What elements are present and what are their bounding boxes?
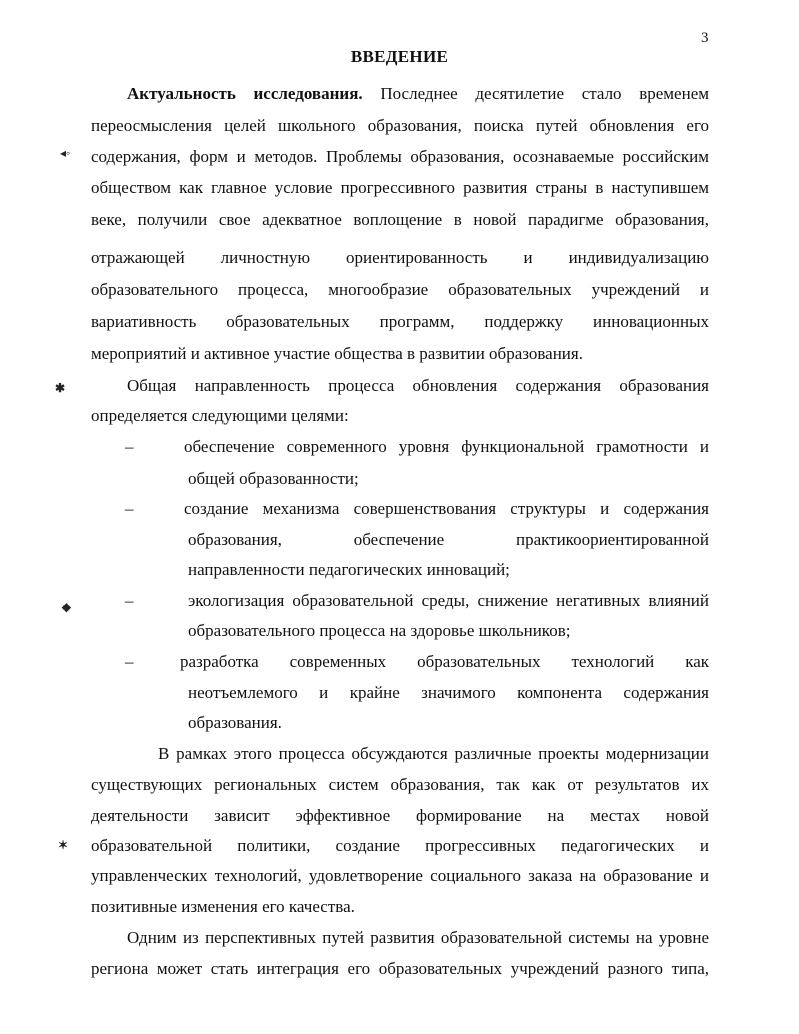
paragraph-line: В рамках этого процесса обсуждаются различные проекты модернизации: [158, 744, 709, 763]
list-item: общей образованности;: [188, 469, 359, 488]
paragraph-line: Общая направленность процесса обновления содержания образования: [127, 376, 709, 395]
paragraph-line: веке, получили свое адекватное воплощение в новой парадигме образования,: [91, 210, 709, 229]
list-item: разработка современных образовательных технологий как: [180, 652, 709, 671]
paragraph-line: региона может стать интеграция его образовательных учреждений разного типа,: [91, 959, 709, 978]
paragraph-line: позитивные изменения его качества.: [91, 897, 355, 916]
page-title: ВВЕДЕНИЕ: [350, 47, 449, 66]
list-item: направленности педагогических инноваций;: [188, 560, 510, 579]
paragraph-line: образовательной политики, создание прогрессивных педагогических и: [91, 836, 709, 855]
list-bullet: –: [125, 437, 134, 456]
paragraph-line: отражающей личностную ориентированность и индивидуализацию: [91, 248, 709, 267]
margin-mark-icon: ✱: [55, 381, 66, 395]
list-bullet: –: [125, 591, 134, 610]
page-number: 3: [701, 30, 709, 46]
paragraph-line: существующих региональных систем образования, так как от результатов их: [91, 775, 709, 794]
margin-mark-icon: ◂◦: [60, 146, 71, 160]
paragraph-line: деятельности зависит эффективное формирование на местах новой: [91, 806, 709, 825]
list-item: обеспечение современного уровня функциональной грамотности и: [184, 437, 709, 456]
paragraph-line: Актуальность исследования. Последнее десятилетие стало временем: [127, 84, 710, 103]
list-bullet: –: [125, 652, 134, 671]
list-item: образования.: [188, 713, 282, 732]
list-item: образовательного процесса на здоровье школьников;: [188, 621, 571, 640]
paragraph-line: содержания, форм и методов. Проблемы образования, осознаваемые российским: [91, 147, 709, 166]
paragraph-line: вариативность образовательных программ, поддержку инновационных: [91, 312, 709, 331]
paragraph-line: Одним из перспективных путей развития образовательной системы на уровне: [127, 928, 709, 947]
paragraph-line: образовательного процесса, многообразие образовательных учреждений и: [91, 280, 709, 299]
list-item: неотъемлемого и крайне значимого компонента содержания: [188, 683, 709, 702]
paragraph-line: управленческих технологий, удовлетворение социального заказа на образование и: [91, 866, 709, 885]
list-item: создание механизма совершенствования структуры и содержания: [184, 499, 709, 518]
margin-mark-icon: ✶: [58, 838, 69, 852]
paragraph-line: обществом как главное условие прогрессивного развития страны в наступившем: [91, 178, 709, 197]
paragraph-line: переосмысления целей школьного образования, поиска путей обновления его: [91, 116, 709, 135]
section-lead: Актуальность исследования.: [127, 84, 363, 103]
margin-mark-icon: ❖: [61, 601, 72, 615]
list-item: образования, обеспечение практикоориентированной: [188, 530, 709, 549]
list-item: экологизация образовательной среды, снижение негативных влияний: [188, 591, 709, 610]
list-bullet: –: [125, 499, 134, 518]
paragraph-line: мероприятий и активное участие общества в развитии образования.: [91, 344, 583, 363]
paragraph-line: определяется следующими целями:: [91, 406, 349, 425]
